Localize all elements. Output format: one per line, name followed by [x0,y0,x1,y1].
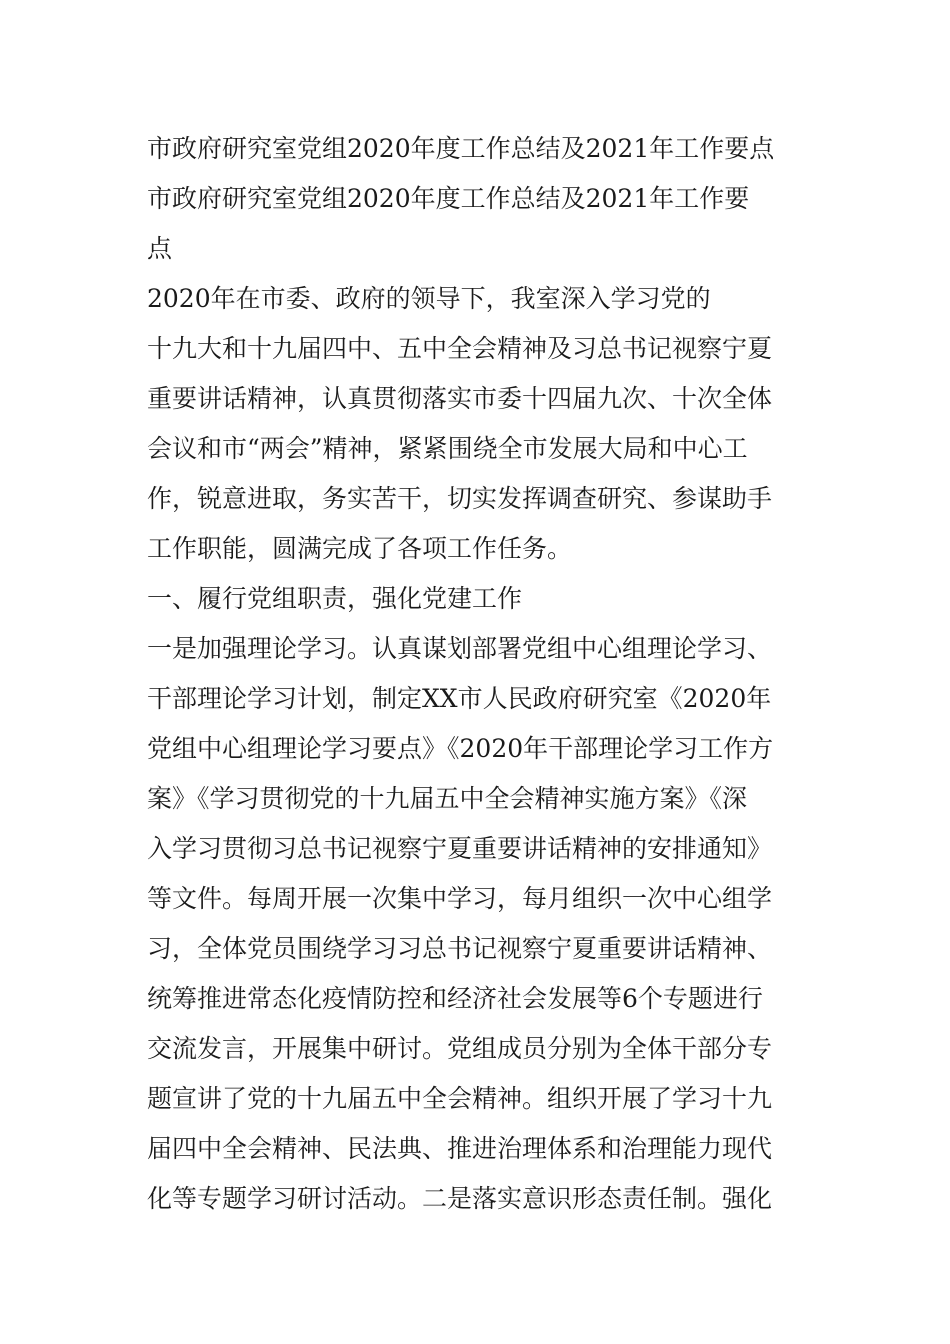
subtitle-line-1: 市政府研究室党组2020年度工作总结及2021年工作要 [147,184,750,213]
paragraph-line: 届四中全会精神、民法典、推进治理体系和治理能力现代 [147,1134,773,1163]
paragraph-line: 一是加强理论学习。认真谋划部署党组中心组理论学习、 [147,634,773,663]
paragraph-line: 2020年在市委、政府的领导下，我室深入学习党的 [147,284,711,313]
paragraph-line: 入学习贯彻习总书记视察宁夏重要讲话精神的安排通知》 [147,834,773,863]
paragraph-line: 十九大和十九届四中、五中全会精神及习总书记视察宁夏 [147,334,773,363]
section-heading: 一、履行党组职责，强化党建工作 [147,584,523,613]
paragraph-line: 习，全体党员围绕学习习总书记视察宁夏重要讲话精神、 [147,934,773,963]
subtitle-line-2: 点 [147,234,173,263]
paragraph-line: 会议和市“两会”精神，紧紧围绕全市发展大局和中心工 [147,434,748,463]
paragraph-line: 案》《学习贯彻党的十九届五中全会精神实施方案》《深 [147,784,748,813]
paragraph-line: 等文件。每周开展一次集中学习，每月组织一次中心组学 [147,884,773,913]
paragraph-line: 作，锐意进取，务实苦干，切实发挥调查研究、参谋助手 [147,484,773,513]
paragraph-line: 工作职能，圆满完成了各项工作任务。 [147,534,573,563]
paragraph-line: 交流发言，开展集中研讨。党组成员分别为全体干部分专 [147,1034,773,1063]
paragraph-line: 统筹推进常态化疫情防控和经济社会发展等6个专题进行 [147,984,763,1013]
paragraph-line: 党组中心组理论学习要点》《2020年干部理论学习工作方 [147,734,774,763]
paragraph-line: 题宣讲了党的十九届五中全会精神。组织开展了学习十九 [147,1084,773,1113]
paragraph-line: 化等专题学习研讨活动。二是落实意识形态责任制。强化 [147,1184,773,1213]
title-line: 市政府研究室党组2020年度工作总结及2021年工作要点 [147,134,775,163]
paragraph-line: 重要讲话精神，认真贯彻落实市委十四届九次、十次全体 [147,384,773,413]
paragraph-line: 干部理论学习计划，制定XX市人民政府研究室《2020年 [147,684,772,713]
